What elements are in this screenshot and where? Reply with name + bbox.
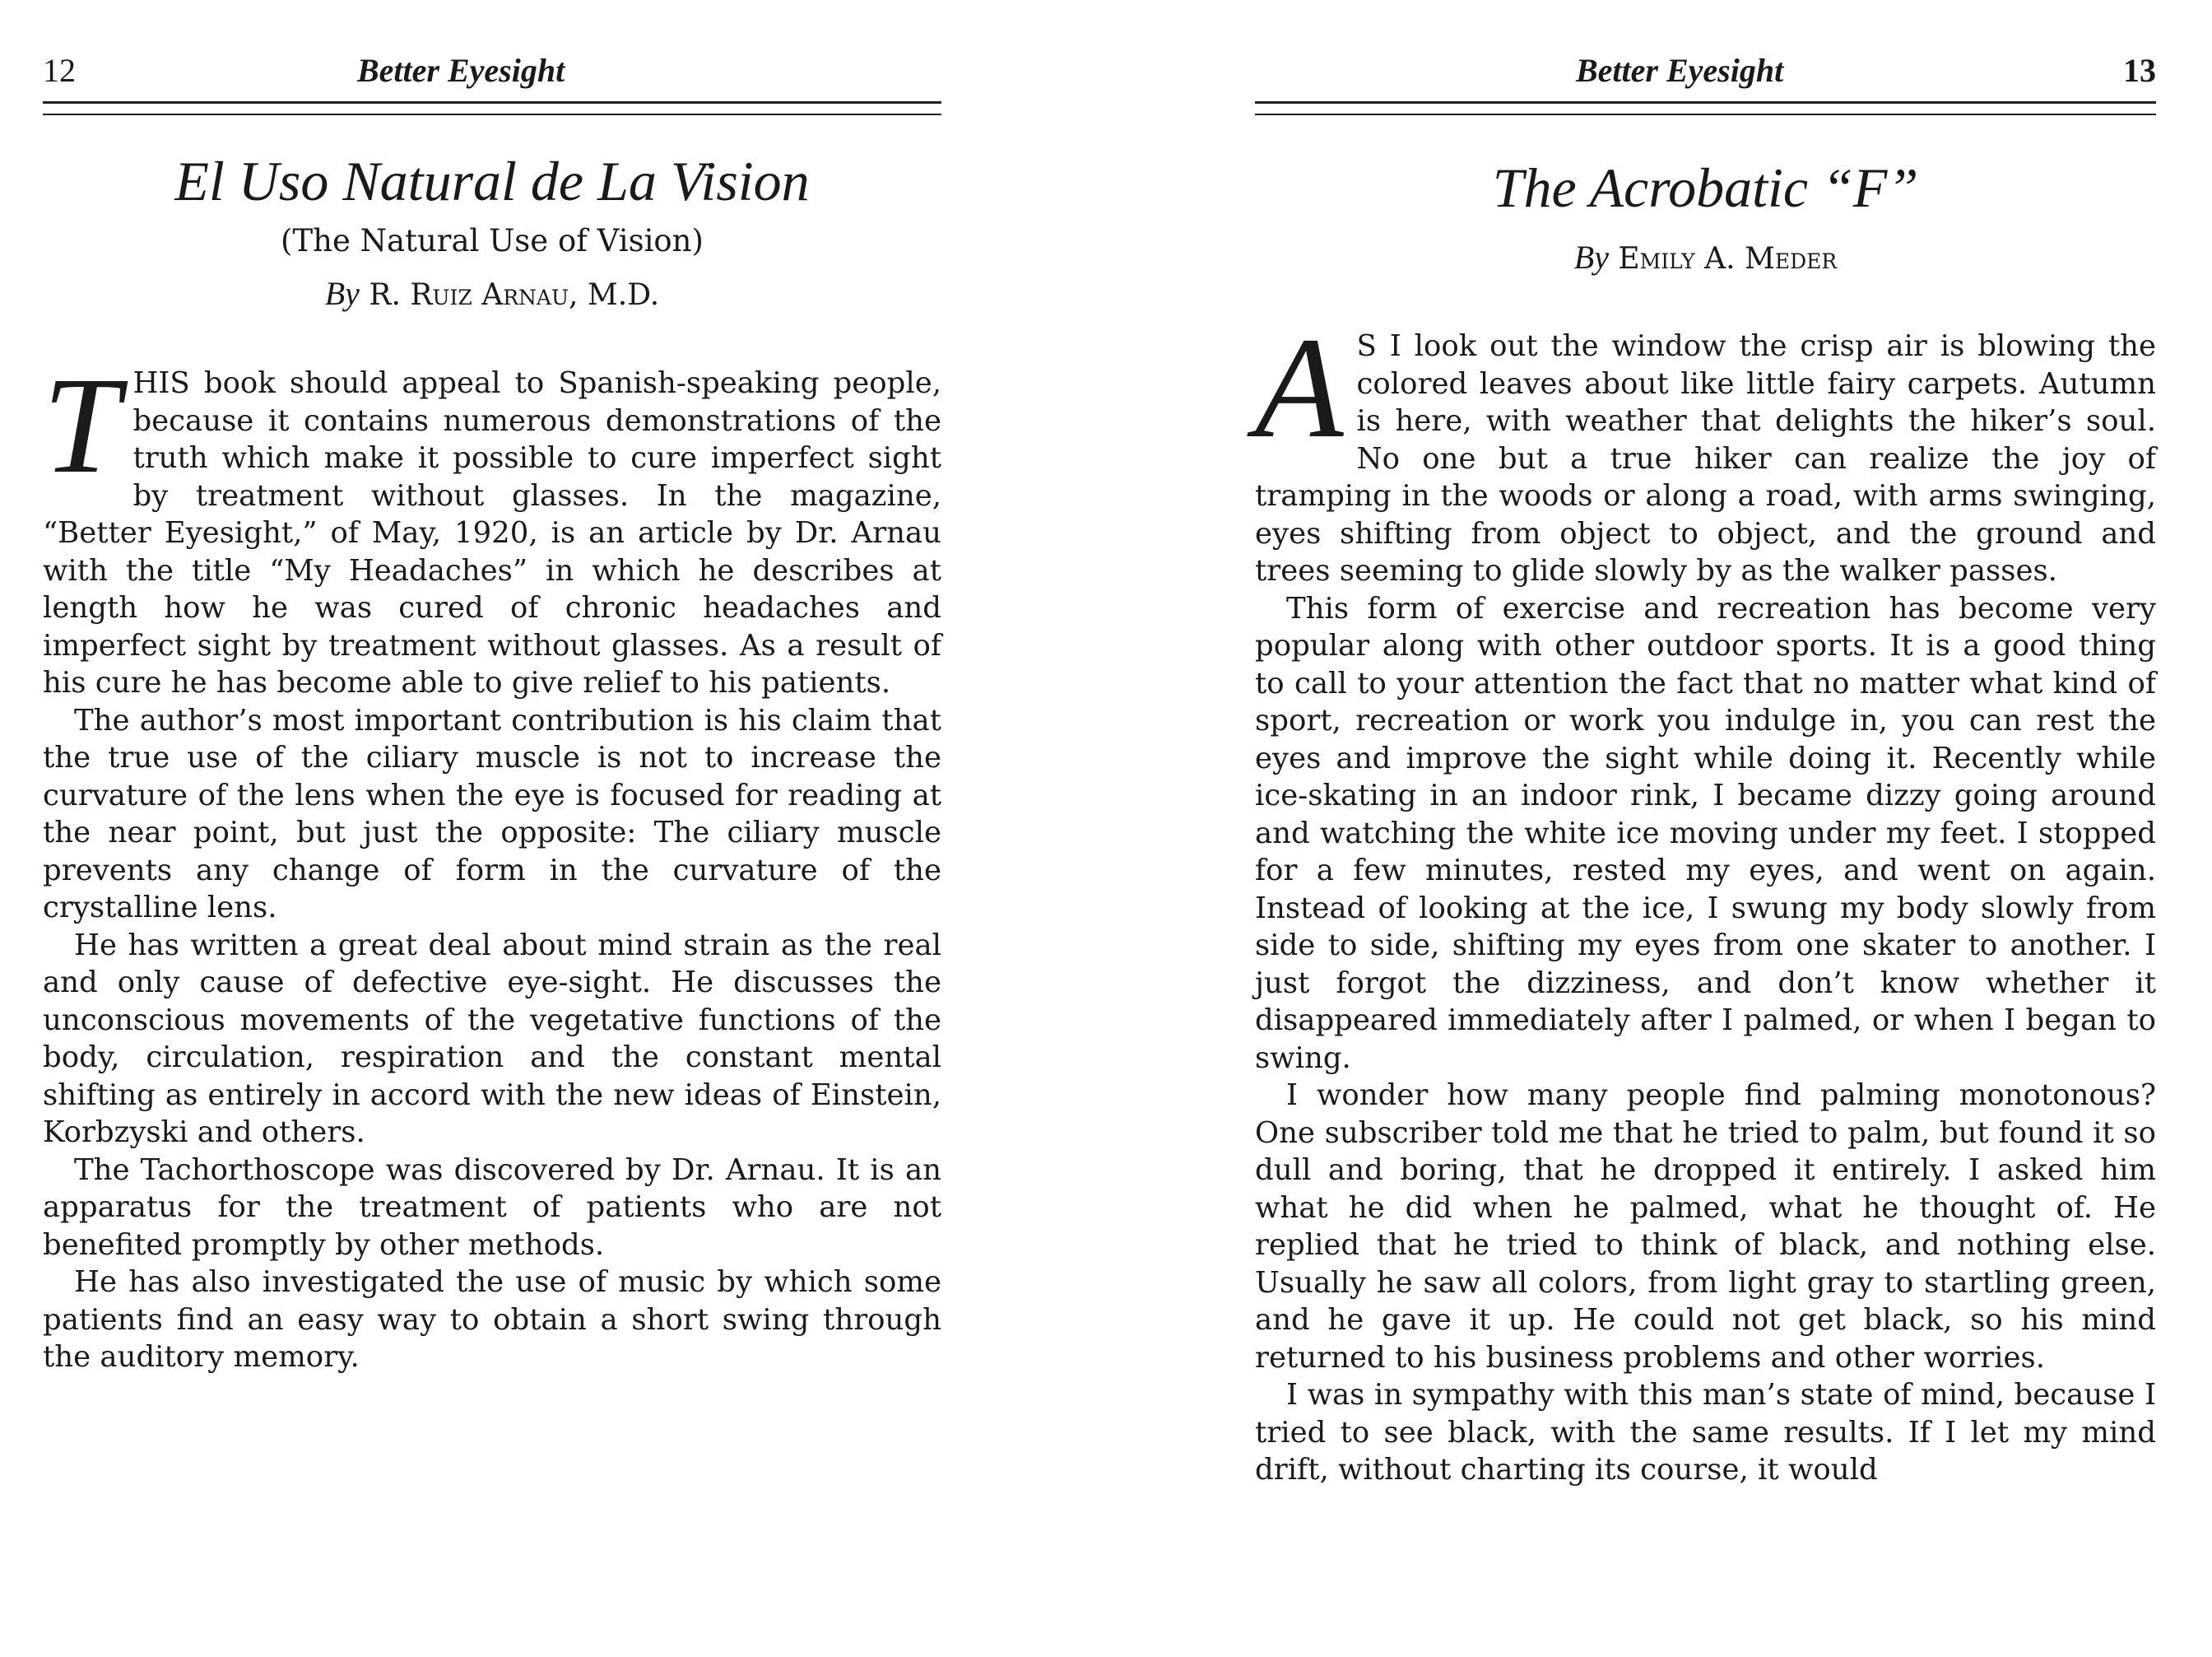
paragraph: The author’s most important contribution is his claim that the true use of the ciliary muscle is not to increase the curvature of the lens when the eye is focused for reading at the near point, but just the opposite: The ciliary muscle prevents any change of form in the curvature of the crystalline lens. — [43, 703, 941, 924]
article-subtitle: (The Natural Use of Vision) — [281, 223, 704, 258]
first-word: HIS — [132, 366, 190, 400]
paragraph: The Tachorthoscope was discovered by Dr. Arnau. It is an apparatus for the treatment of patients who are not benefited promptly by other methods. — [43, 1152, 941, 1262]
author-name: R. Ruiz Arnau, M.D. — [369, 278, 660, 312]
running-title: Better Eyesight — [1576, 52, 1784, 89]
author-name: Emily A. Meder — [1618, 242, 1838, 276]
article-body — [43, 349, 941, 1376]
paragraph-text: book should appeal to Spanish-speaking people, because it contains numerous demonstrations of the truth which make it possible to cure imperfect sight by treatment without glasses. In the magazine, “Better Eyesight,” of May, 1920, is an article by Dr. Arnau with the title “My Headaches” in which he describes at length how he was cured of chronic headaches and imperfect sight by treatment without glasses. As a result of his cure he has become able to give relief to his patients. — [43, 366, 941, 700]
byline-prefix: By — [324, 275, 360, 312]
article-body — [1255, 308, 2156, 1489]
paragraph: I was in sympathy with this man’s state of mind, because I tried to see black, with the same results. If I let my mind drift, without charting its course, it would — [1255, 1378, 2156, 1487]
left-page — [43, 0, 941, 1657]
page-number: 12 — [43, 52, 76, 89]
drop-cap: T — [43, 349, 120, 502]
paragraph — [1255, 308, 2156, 590]
paragraph: I wonder how many people find palming monotonous? One subscriber told me that he tried to palm, but found it so dull and boring, that he dropped it entirely. I asked him what he did when he palmed, what he thought of. He replied that he tried to think of black, and nothing else. Usually he saw all colors, from light gray to startling green, and he gave it up. He could not get black, so his mind returned to his business problems and other worries. — [1255, 1078, 2156, 1375]
running-title: Better Eyesight — [357, 52, 565, 89]
page-number: 13 — [2123, 52, 2156, 89]
running-head — [1255, 48, 2156, 94]
article-title: El Uso Natural de La Vision — [174, 150, 810, 212]
right-page — [1255, 0, 2156, 1657]
running-head — [43, 48, 941, 94]
article-title: The Acrobatic “F” — [1492, 156, 1919, 219]
paragraph: He has also investigated the use of music by which some patients find an easy way to obtain a short swing through the auditory memory. — [43, 1265, 941, 1374]
paragraph-text: I look out the window the crisp air is blowing the colored leaves about like little fairy carpets. Autumn is here, with weather that delights the hiker’s soul. No one but a true hiker can realize the joy of tramping in the woods or along a road, with arms swinging, eyes shifting from object to object, and the ground and trees seeming to glide slowly by as the walker passes. — [1255, 329, 2156, 588]
header-rule — [1255, 101, 2156, 115]
header-rule — [43, 101, 941, 115]
article-byline — [1255, 237, 2156, 280]
first-word: S — [1356, 329, 1377, 363]
paragraph: This form of exercise and recreation has become very popular along with other outdoor sports. It is a good thing to call to your attention the fact that no matter what kind of sport, recreation or work you indulge in, you can rest the eyes and improve the sight while doing it. Recently while ice-skating in an indoor rink, I became dizzy going around and watching the white ice moving under my feet. I stopped for a few minutes, rested my eyes, and went on again. Instead of looking at the ice, I swung my body slowly from side to side, shifting my eyes from one skater to another. I just forgot the dizziness, and don’t know whether it disappeared immediately after I palmed, or when I began to swing. — [1255, 591, 2156, 1075]
article-byline — [43, 273, 941, 316]
paragraph: He has written a great deal about mind strain as the real and only cause of defective eye-sight. He discusses the unconscious movements of the vegetative functions of the body, circulation, respiration and the constant mental shifting as entirely in accord with the new ideas of Einstein, Korbzyski and others. — [43, 928, 941, 1149]
byline-prefix: By — [1573, 239, 1609, 276]
drop-cap: A — [1255, 308, 1344, 468]
paragraph — [43, 349, 941, 702]
